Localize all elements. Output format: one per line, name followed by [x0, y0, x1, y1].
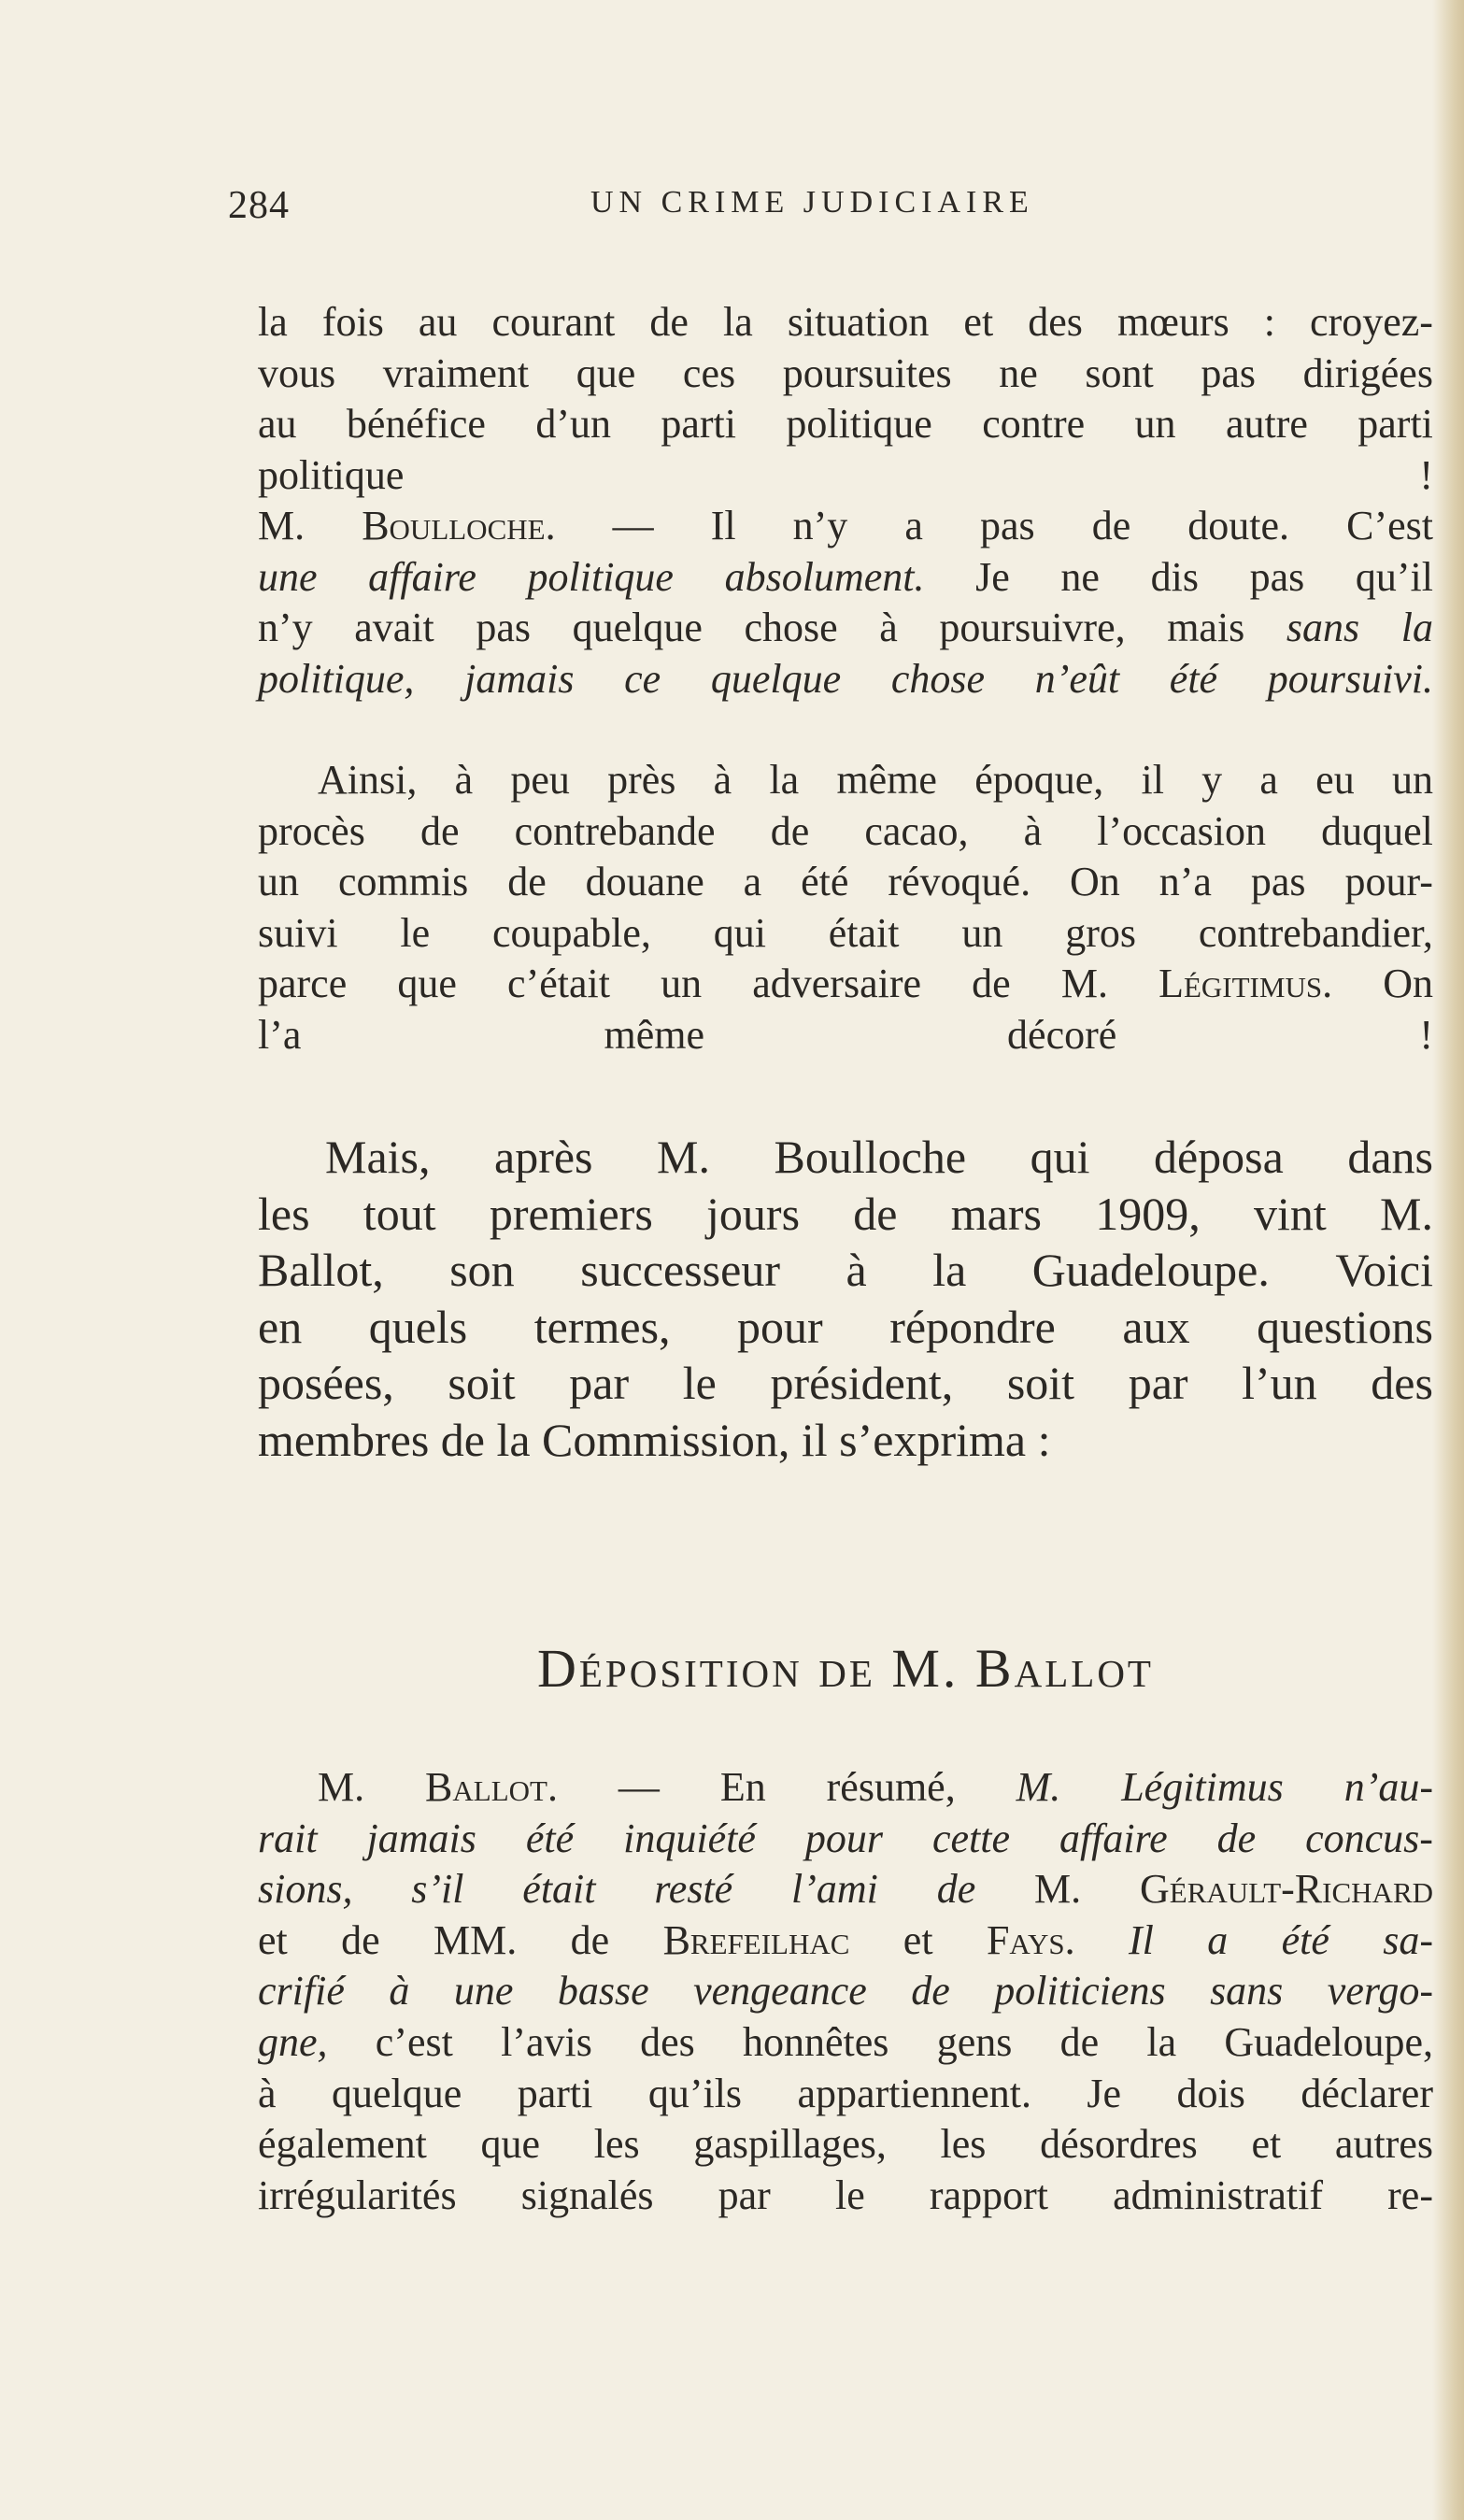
page-number: 284 — [228, 184, 290, 227]
section-title: Déposition de M. Ballot — [537, 1638, 1154, 1699]
text-line: en quels termes, pour répondre aux questions — [258, 1300, 1433, 1353]
running-title: UN CRIME JUDICIAIRE — [590, 185, 1034, 220]
text-line — [258, 2017, 1433, 2069]
text-line — [258, 1762, 1433, 1814]
text-line — [258, 552, 1433, 604]
text-line: politique, jamais ce quelque chose n’eût été poursuivi. — [258, 655, 1433, 702]
name-smallcaps: Fays — [986, 1916, 1065, 1963]
speaker-name: M. Ballot. — [318, 1764, 558, 1810]
italic-fragment: sans la — [1286, 605, 1433, 651]
text-line: au bénéfice d’un parti politique contre un autre parti — [258, 401, 1433, 448]
text-fragment: c’est l’avis des honnêtes gens de la Guadeloupe, — [327, 2018, 1433, 2065]
text-line: procès de contrebande de cacao, à l’occasion duquel — [258, 807, 1433, 854]
paragraph-narrative — [258, 1129, 1433, 1468]
text-line — [258, 959, 1433, 1010]
text-line: crifié à une basse vengeance de politiciens sans vergo- — [258, 1968, 1433, 2015]
speaker-name: M. Boulloche. — [258, 503, 556, 548]
name-smallcaps: Brefeilhac — [662, 1916, 850, 1963]
text-line: Ainsi, à peu près à la même époque, il y a eu un — [318, 757, 1433, 803]
text-line: irrégularités signalés par le rapport administratif re- — [258, 2171, 1433, 2218]
paragraph-boulloche — [258, 501, 1433, 705]
text-fragment: — En résumé, — [557, 1764, 1016, 1810]
text-line: membres de la Commission, il s’exprima : — [258, 1413, 1051, 1466]
text-line — [258, 603, 1433, 654]
text-line: la fois au courant de la situation et des mœurs : croyez- — [258, 299, 1433, 345]
name-smallcaps: Gérault-Richard — [1139, 1866, 1434, 1913]
paragraph-ainsi — [258, 755, 1433, 1061]
paragraph-continuation — [258, 297, 1433, 501]
italic-fragment: M. Légitimus n’au- — [1016, 1764, 1434, 1810]
text-fragment: et — [849, 1916, 987, 1963]
text-line: l’a même décoré ! — [258, 1011, 1433, 1058]
text-line: suivi le coupable, qui était un gros contrebandier, — [258, 909, 1433, 956]
text-line: Ballot, son successeur à la Guadeloupe. Voici — [258, 1244, 1433, 1296]
text-line — [258, 501, 1433, 552]
text-line: les tout premiers jours de mars 1909, vint M. — [258, 1187, 1433, 1240]
text-fragment: . On — [1322, 961, 1433, 1007]
italic-fragment: gne, — [258, 2018, 328, 2065]
text-fragment: Je ne dis pas qu’il — [924, 553, 1433, 600]
text-line: politique ! — [258, 451, 1433, 498]
text-line — [258, 1864, 1433, 1915]
text-fragment: n’y avait pas quelque chose à poursuivre, mais — [258, 605, 1286, 651]
text-fragment: — Il n’y a pas de doute. C’est — [555, 503, 1433, 548]
text-fragment: et de MM. de — [258, 1916, 663, 1963]
text-line: vous vraiment que ces poursuites ne sont pas dirigées — [258, 349, 1433, 396]
italic-fragment: sions, s’il était resté l’ami de — [258, 1866, 1035, 1913]
text-line: rait jamais été inquiété pour cette affaire de concus- — [258, 1815, 1433, 1861]
text-fragment: M. — [1034, 1866, 1140, 1913]
text-line: posées, soit par le président, soit par l’un des — [258, 1357, 1433, 1409]
italic-fragment: Il a été sa- — [1128, 1916, 1434, 1963]
text-line — [258, 1915, 1433, 1967]
text-fragment: . — [1064, 1916, 1129, 1963]
text-line: un commis de douane a été révoqué. On n’a pas pour- — [258, 859, 1433, 905]
paragraph-ballot — [258, 1762, 1433, 2221]
page-edge-shadow — [1432, 0, 1464, 2520]
text-line: Mais, après M. Boulloche qui déposa dans — [325, 1131, 1433, 1183]
running-header — [228, 183, 1443, 239]
text-line: à quelque parti qu’ils appartiennent. Je dois déclarer — [258, 2070, 1433, 2116]
italic-fragment: une affaire politique absolument. — [258, 553, 925, 600]
name-smallcaps: Légitimus — [1158, 961, 1323, 1007]
text-fragment: parce que c’était un adversaire de M. — [258, 961, 1159, 1007]
text-line: également que les gaspillages, les désordres et autres — [258, 2121, 1433, 2168]
